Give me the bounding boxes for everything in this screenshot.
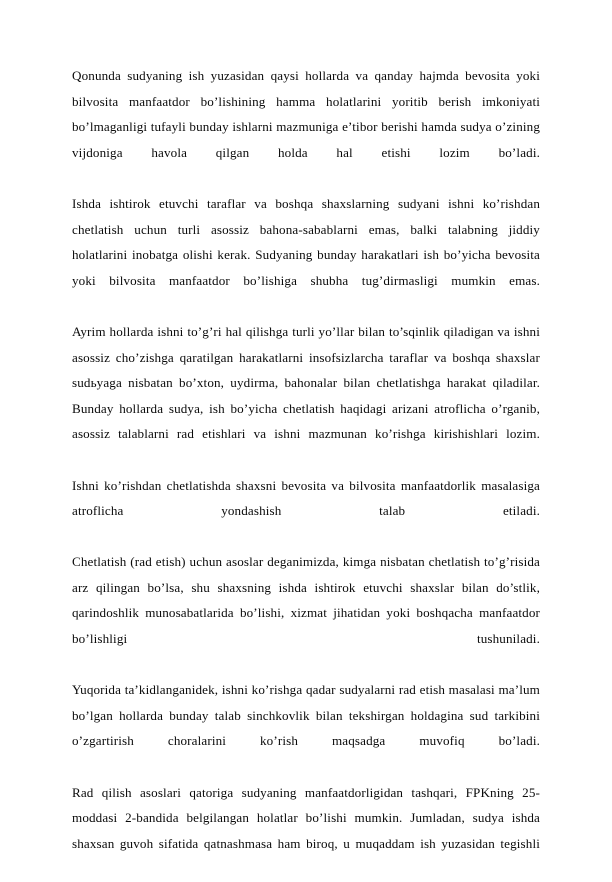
paragraph: Ishda ishtirok etuvchi taraflar va boshqa shaxslarning sudyani ishni ko’rishdan chetlatish uchun turli asossiz bahona-sabablarni emas, balki talabning jiddiy holatlarini inobatga olishi kerak. Sudyaning bunday harakatlari ish bo’yicha bevosita yoki bilvosita manfaatdor bo’lishiga shubha tug’dirmasligi mumkin emas.: [72, 195, 540, 288]
paragraph: Ayrim hollarda ishni to’g’ri hal qilishga turli yo’llar bilan to’sqinlik qiladigan va ishni asossiz cho’zishga qaratilgan harakatlarni insofsizlarcha taraflar va boshqa shaxslar sudьyaga nisbatan bo’xton, uydirma, bahonalar bilan chetlatishga harakat qiladilar. Bunday hollarda sudya, ish bo’yicha chetlatish haqidagi arizani atroflicha o’rganib, asossiz talablarni rad etishlari va ishni mazmunan ko’rishga kirishishlari lozim.: [72, 323, 540, 442]
paragraph: Chetlatish (rad etish) uchun asoslar deganimizda, kimga nisbatan chetlatish to’g’risida arz qilingan bo’lsa, shu shaxsning ishda ishtirok etuvchi shaxslar bilan do’stlik, qarindoshlik munosabatlarida bo’lishi, xizmat jihatidan yoki boshqacha manfaatdor bo’lishligi tushuniladi.: [72, 554, 540, 647]
body-text-column: [72, 63, 540, 882]
paragraph: Qonunda sudyaning ish yuzasidan qaysi hollarda va qanday hajmda bevosita yoki bilvosita manfaatdor bo’lishining hamma holatlarini yoritib berish imkoniyati bo’lmaganligi tufayli bunday ishlarni mazmuniga e’tibor berishi hamda sudya o’zining vijdoniga havola qilgan holda hal etishi lozim bo’ladi.: [72, 68, 540, 160]
paragraph: Rad qilish asoslari qatoriga sudyaning manfaatdorligidan tashqari, FPKning 25-moddasi 2-bandida belgilangan holatlar bo’lishi mumkin. Jumladan, sudya ishda shaxsan guvoh sifatida qatnashmasa ham biroq, u muqaddam ish yuzasidan tegishli: [72, 784, 540, 851]
paragraph: Ishni ko’rishdan chetlatishda shaxsni bevosita va bilvosita manfaatdorlik masalasiga atroflicha yondashish talab etiladi.: [72, 477, 540, 519]
paragraph: Yuqorida ta’kidlanganidek, ishni ko’rishga qadar sudyalarni rad etish masalasi ma’lum bo’lgan hollarda bunday talab sinchkovlik bilan tekshirgan holdagina sud tarkibini o’zgartirish choralarini ko’rish maqsadga muvofiq bo’ladi.: [72, 682, 540, 749]
